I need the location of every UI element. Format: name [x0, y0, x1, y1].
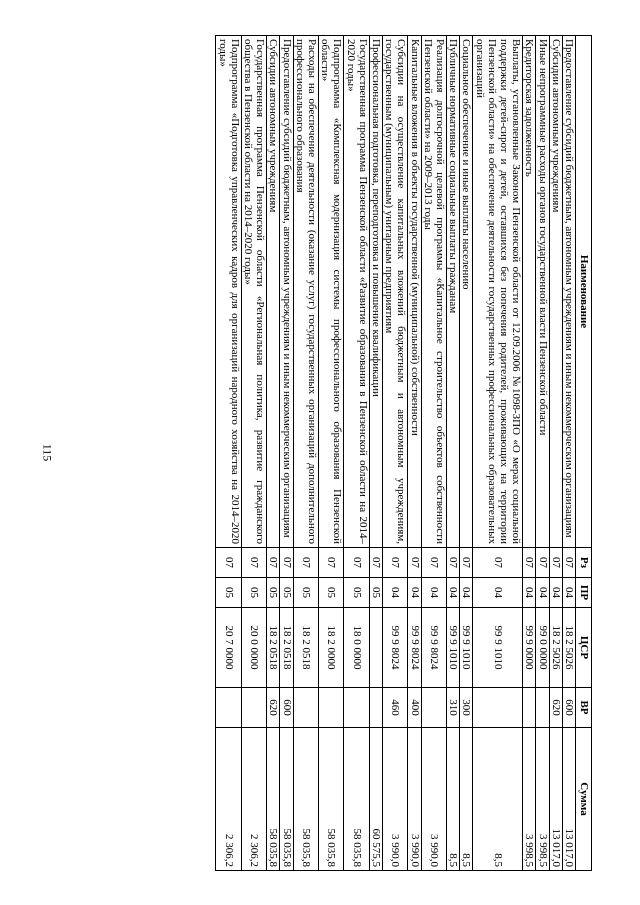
row-sum: 2 306,2: [241, 728, 266, 871]
row-sum: 60 575,5: [369, 728, 382, 871]
budget-table-container: [92, 35, 592, 870]
row-name: Подпрограмма «Подготовка управленческих кадров для организаций народного хозяйства на 2014–2020 годы»: [216, 36, 241, 548]
row-sum: 58 035,8: [293, 728, 318, 871]
table-row: [473, 36, 523, 871]
row-vr: 460: [382, 688, 407, 728]
row-pr: 05: [216, 578, 241, 608]
row-rz: 07: [216, 548, 241, 578]
row-sum: 13 017,0: [562, 728, 575, 871]
row-csr: 18 2 5026: [549, 608, 562, 688]
row-rz: 07: [293, 548, 318, 578]
row-vr: 400: [408, 688, 421, 728]
row-csr: 99 9 1010: [473, 608, 523, 688]
row-sum: 58 035,8: [318, 728, 343, 871]
row-vr: 620: [267, 688, 280, 728]
row-pr: 04: [549, 578, 562, 608]
row-name: Капитальные вложения в объекты государственной (муниципальной) собственности: [408, 36, 421, 548]
table-row: [216, 36, 241, 871]
row-sum: 2 306,2: [216, 728, 241, 871]
row-name: Публичные нормативные социальные выплаты гражданам: [446, 36, 459, 548]
row-csr: 20 0 0000: [241, 608, 266, 688]
row-name: Предоставление субсидий бюджетным, автономным учреждениям и иным некоммерческим организациям: [562, 36, 575, 548]
row-vr: 600: [280, 688, 293, 728]
row-rz: 07: [446, 548, 459, 578]
row-sum: 3 990,0: [421, 728, 446, 871]
row-name: Социальное обеспечение и иные выплаты населению: [460, 36, 473, 548]
row-rz: 07: [318, 548, 343, 578]
row-pr: 04: [446, 578, 459, 608]
row-csr: 18 2 0518: [267, 608, 280, 688]
row-rz: 07: [369, 548, 382, 578]
row-pr: 04: [421, 578, 446, 608]
row-name: Предоставление субсидий бюджетным, автономным учреждениям и иным некоммерческим организациям: [280, 36, 293, 548]
row-pr: 05: [369, 578, 382, 608]
row-rz: 07: [536, 548, 549, 578]
table-row: [536, 36, 549, 871]
row-vr: [241, 688, 266, 728]
row-rz: 07: [562, 548, 575, 578]
row-pr: 04: [382, 578, 407, 608]
row-vr: 600: [562, 688, 575, 728]
row-name: Иные непрограммные расходы органов государственной власти Пензенской области: [536, 36, 549, 548]
row-csr: 99 9 0000: [523, 608, 536, 688]
row-name: Реализация долгосрочной целевой программы «Капитальное строительство объектов собственности Пензенской области» на 2009–2013 годы: [421, 36, 446, 548]
table-header-row: [576, 36, 592, 871]
row-name: Субсидии на осуществление капитальных вложений бюджетным и автономным учреждениям, государственным (муниципальным) унитарным предприятиям: [382, 36, 407, 548]
row-rz: 07: [408, 548, 421, 578]
row-csr: 18 2 0518: [280, 608, 293, 688]
row-rz: 07: [460, 548, 473, 578]
row-vr: [421, 688, 446, 728]
row-vr: 310: [446, 688, 459, 728]
row-pr: 05: [344, 578, 369, 608]
row-sum: 58 035,8: [267, 728, 280, 871]
header-csr: ЦСР: [576, 608, 592, 688]
row-csr: 18 2 0000: [318, 608, 343, 688]
table-row: [421, 36, 446, 871]
table-row: [549, 36, 562, 871]
row-rz: 07: [421, 548, 446, 578]
row-name: Выплаты, установленные Законом Пензенской области от 12.09.2006 №1098-ЗПО «О мерах социальной поддержки детей-сирот и детей, оставшихся без попечения родителей, проживающих на территории Пензенской области» на обеспечение деятельности государственных профессиональных образовательных организаций: [473, 36, 523, 548]
row-sum: 8,5: [473, 728, 523, 871]
row-name: Подпрограмма «Комплексная модернизация системы профессионального образования Пензенской области»: [318, 36, 343, 548]
row-pr: 04: [536, 578, 549, 608]
page-number: 115: [40, 443, 55, 462]
row-name: Государственная программа Пензенской области «Развитие образования в Пензенской области на 2014–2020 годы»: [344, 36, 369, 548]
row-sum: 8,5: [460, 728, 473, 871]
row-vr: [318, 688, 343, 728]
table-row: [460, 36, 473, 871]
row-rz: 07: [241, 548, 266, 578]
table-row: [280, 36, 293, 871]
row-sum: 58 035,8: [344, 728, 369, 871]
row-pr: 04: [473, 578, 523, 608]
row-pr: 04: [408, 578, 421, 608]
header-rz: Рз: [576, 548, 592, 578]
row-csr: 18 0 0000: [344, 608, 369, 688]
row-csr: 18 2 5026: [562, 608, 575, 688]
budget-table: [215, 35, 592, 871]
header-sum: Сумма: [576, 728, 592, 871]
table-row: [293, 36, 318, 871]
row-sum: 3 998,5: [523, 728, 536, 871]
row-name: Профессиональная подготовка, переподготовка и повышение квалификации: [369, 36, 382, 548]
row-csr: 99 0 0000: [536, 608, 549, 688]
row-csr: 99 9 8024: [382, 608, 407, 688]
row-vr: [369, 688, 382, 728]
row-vr: [523, 688, 536, 728]
row-csr: 18 2 0518: [293, 608, 318, 688]
row-vr: [473, 688, 523, 728]
row-rz: 07: [549, 548, 562, 578]
table-row: [344, 36, 369, 871]
row-vr: [344, 688, 369, 728]
row-pr: 05: [267, 578, 280, 608]
row-pr: 05: [293, 578, 318, 608]
table-row: [446, 36, 459, 871]
row-sum: 3 990,0: [408, 728, 421, 871]
row-vr: [216, 688, 241, 728]
table-row: [369, 36, 382, 871]
table-row: [562, 36, 575, 871]
row-pr: 05: [241, 578, 266, 608]
row-csr: 99 9 8024: [421, 608, 446, 688]
row-csr: [369, 608, 382, 688]
header-vr: ВР: [576, 688, 592, 728]
table-row: [523, 36, 536, 871]
row-vr: 300: [460, 688, 473, 728]
row-rz: 07: [523, 548, 536, 578]
row-rz: 07: [344, 548, 369, 578]
row-sum: 8,5: [446, 728, 459, 871]
table-row: [241, 36, 266, 871]
row-csr: 99 9 1010: [460, 608, 473, 688]
row-sum: 58 035,8: [280, 728, 293, 871]
row-pr: 04: [562, 578, 575, 608]
row-pr: 04: [460, 578, 473, 608]
table-row: [382, 36, 407, 871]
row-name: Государственная программа Пензенской области «Региональная политика, развитие гражданского общества в Пензенской области на 2014–2020 годы»: [241, 36, 266, 548]
row-name: Субсидии автономным учреждениям: [267, 36, 280, 548]
header-name: Наименование: [576, 36, 592, 548]
row-vr: 620: [549, 688, 562, 728]
row-vr: [293, 688, 318, 728]
row-name: Кредиторская задолженность: [523, 36, 536, 548]
row-name: Расходы на обеспечение деятельности (оказание услуг) государственных организаций дополнительного профессионального образования: [293, 36, 318, 548]
header-pr: ПР: [576, 578, 592, 608]
row-pr: 05: [318, 578, 343, 608]
row-name: Субсидии автономным учреждениям: [549, 36, 562, 548]
row-rz: 07: [280, 548, 293, 578]
row-sum: 3 998,5: [536, 728, 549, 871]
row-rz: 07: [267, 548, 280, 578]
table-row: [408, 36, 421, 871]
row-sum: 3 990,0: [382, 728, 407, 871]
row-sum: 13 017,0: [549, 728, 562, 871]
row-vr: [536, 688, 549, 728]
row-csr: 20 7 0000: [216, 608, 241, 688]
row-pr: 05: [280, 578, 293, 608]
table-row: [318, 36, 343, 871]
row-csr: 99 9 8024: [408, 608, 421, 688]
row-rz: 07: [382, 548, 407, 578]
row-csr: 99 9 1010: [446, 608, 459, 688]
row-rz: 07: [473, 548, 523, 578]
table-row: [267, 36, 280, 871]
row-pr: 04: [523, 578, 536, 608]
